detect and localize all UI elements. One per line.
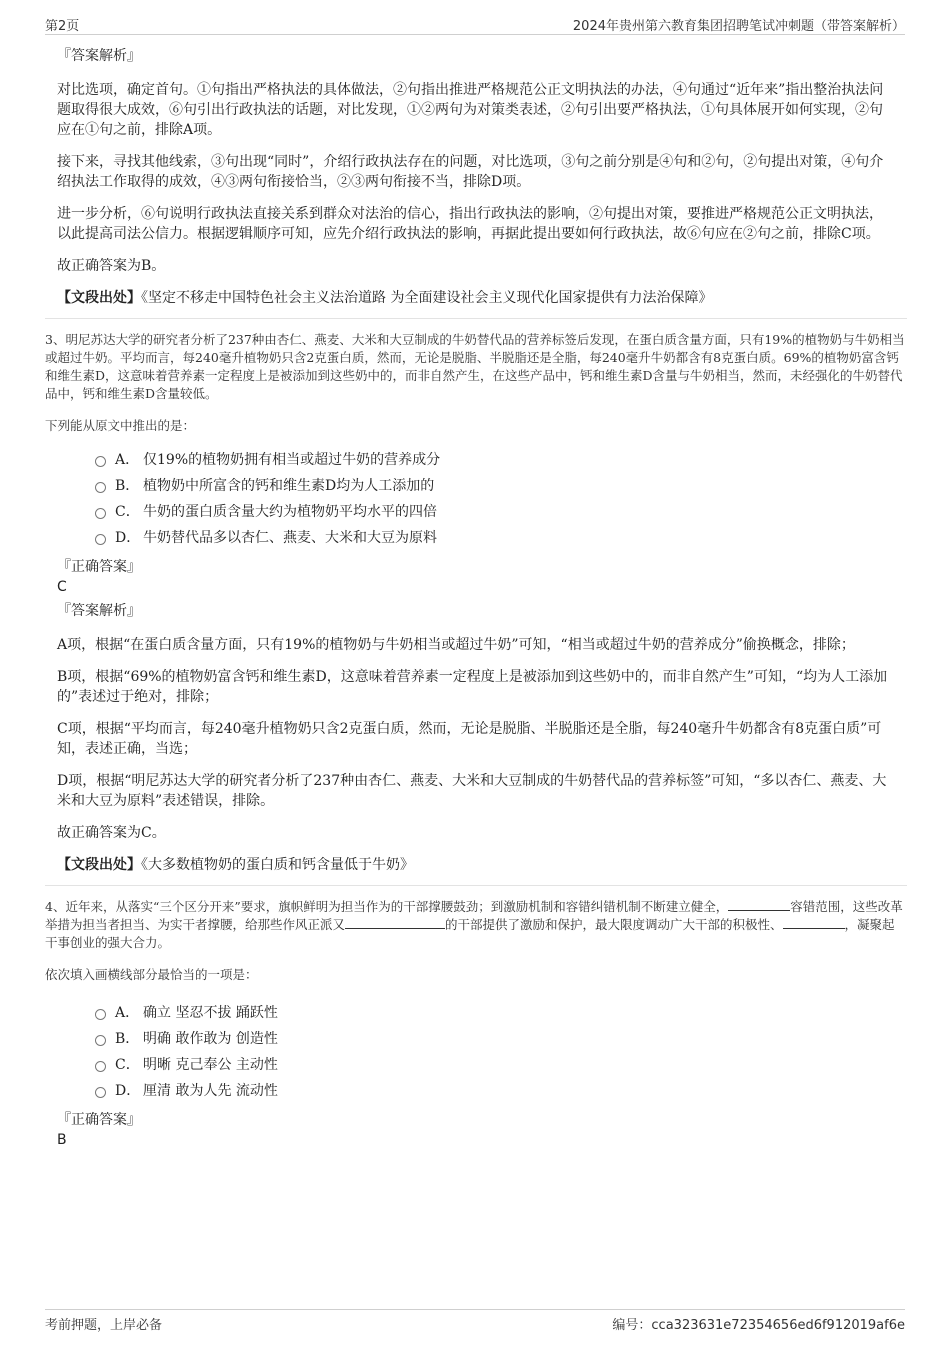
option-letter: C． [115,504,140,520]
q4-correct-label: 『正确答案』 [57,1112,141,1128]
radio-icon[interactable] [95,1009,106,1020]
q3-source-label: 【文段出处】 [57,857,141,873]
radio-icon[interactable] [95,534,106,545]
q4-stem-part-4: ，凝聚起干事创业的强大合力。 [45,917,895,950]
q3-analysis-a: A项，根据“在蛋白质含量方面，只有19%的植物奶与牛奶相当或超过牛奶”可知，“相当或超过牛奶的营养成分”偷换概念，排除； [57,637,855,653]
option-text: 确立 坚忍不拔 踊跃性 [143,1005,278,1021]
q4-prompt: 依次填入画横线部分最恰当的一项是： [45,967,258,982]
q3-conclusion: 故正确答案为C。 [57,825,166,841]
fill-blank-1[interactable] [728,898,790,911]
q3-correct-label: 『正确答案』 [57,559,141,575]
option-text: 牛奶的蛋白质含量大约为植物奶平均水平的四倍 [143,504,437,520]
radio-icon[interactable] [95,508,106,519]
option-text: 明晰 克己奉公 主动性 [143,1057,278,1073]
fill-blank-2[interactable] [345,916,445,929]
option-letter: D． [115,530,141,546]
page-header [45,12,905,35]
option-letter: A． [115,1005,140,1021]
option-letter: D． [115,1083,141,1099]
q3-correct-answer: C [57,579,67,595]
q3-analysis-c: C项，根据“平均而言，每240毫升植物奶只含2克蛋白质，然而，无论是脱脂、半脱脂还是全脂，每240毫升牛奶都含有8克蛋白质”可知，表述正确，当选； [57,721,882,757]
q2-analysis-paragraph-3: 进一步分析，⑥句说明行政执法直接关系到群众对法治的信心，指出行政执法的影响，②句提出对策，要推进严格规范公正文明执法，以此提高司法公信力。根据逻辑顺序可知，应先介绍行政执法的影响，再据此提出要如何行政执法，故⑥句应在②句之前，排除C项。 [57,206,883,242]
q2-source-text: 《坚定不移走中国特色社会主义法治道路 为全面建设社会主义现代化国家提供有力法治保障》 [141,290,713,306]
q3-option-b[interactable] [95,473,895,499]
page-number: 第2页 [45,19,80,34]
q3-stem: 3、明尼苏达大学的研究者分析了237种由杏仁、燕麦、大米和大豆制成的牛奶替代品的营养标签后发现，在蛋白质含量方面，只有19%的植物奶与牛奶相当或超过牛奶。平均而言，每240毫升植物奶只含2克蛋白质，然而，无论是脱脂、半脱脂还是全脂，每240毫升牛奶都含有8克蛋白质。69%的植物奶富含钙和维生素D，这意味着营养素一定程度上是被添加到这些奶中的，而非自然产生，在这些产品中，钙和维生素D含量与牛奶相当，然而，未经强化的牛奶替代品中，钙和维生素D含量较低。 [45,332,905,401]
q4-options [95,1000,895,1104]
document-body [45,46,905,1154]
q4-correct-answer: B [57,1132,67,1148]
document-title: 2024年贵州第六教育集团招聘笔试冲刺题（带答案解析） [572,19,905,34]
q3-options [95,447,895,551]
option-letter: C． [115,1057,140,1073]
q4-stem [45,898,907,952]
option-text: 厘清 敢为人先 流动性 [143,1083,278,1099]
q2-analysis-paragraph-2: 接下来，寻找其他线索，③句出现“同时”，介绍行政执法存在的问题，对比选项，③句之前分别是④句和②句，②句提出对策，④句介绍执法工作取得的成效，④③两句衔接恰当，②③两句衔接不当，排除D项。 [57,154,884,190]
q4-option-a[interactable] [95,1000,895,1026]
radio-icon[interactable] [95,482,106,493]
q2-conclusion: 故正确答案为B。 [57,258,166,274]
option-text: 仅19%的植物奶拥有相当或超过牛奶的营养成分 [143,452,441,468]
q2-source-label: 【文段出处】 [57,290,141,306]
q3-analysis-b: B项，根据“69%的植物奶富含钙和维生素D，这意味着营养素一定程度上是被添加到这些奶中的，而非自然产生”可知，“均为人工添加的”表述过于绝对，排除； [57,669,888,705]
radio-icon[interactable] [95,456,106,467]
radio-icon[interactable] [95,1061,106,1072]
divider [45,885,907,886]
q3-analysis-d: D项，根据“明尼苏达大学的研究者分析了237种由杏仁、燕麦、大米和大豆制成的牛奶替代品的营养标签”可知，“多以杏仁、燕麦、大米和大豆为原料”表述错误，排除。 [57,773,887,809]
radio-icon[interactable] [95,1035,106,1046]
footer-slogan: 考前押题，上岸必备 [45,1318,163,1333]
q3-prompt: 下列能从原文中推出的是： [45,418,196,433]
option-text: 牛奶替代品多以杏仁、燕麦、大米和大豆为原料 [143,530,437,546]
q4-stem-part-3: 的干部提供了激励和保护，最大限度调动广大干部的积极性、 [445,917,783,932]
q3-analysis-label: 『答案解析』 [57,603,141,619]
q4-stem-part-2: 容错范围，这些改革举措为担当者担当、为实干者撑腰，给那些作风正派又 [45,899,903,932]
option-letter: B． [115,478,140,494]
document-code: 编号：cca323631e72354656ed6f912019af6e [612,1318,905,1333]
q2-analysis-label: 『答案解析』 [57,48,141,64]
q3-option-a[interactable] [95,447,895,473]
q2-source [57,288,895,308]
q4-stem-part-1: 4、近年来，从落实“三个区分开来”要求，旗帜鲜明为担当作为的干部撑腰鼓劲；到激励机制和容错纠错机制不断建立健全， [45,899,729,914]
option-text: 植物奶中所富含的钙和维生素D均为人工添加的 [143,478,435,494]
divider [45,318,907,319]
radio-icon[interactable] [95,1087,106,1098]
option-text: 明确 敢作敢为 创造性 [143,1031,278,1047]
q4-option-d[interactable] [95,1078,895,1104]
option-letter: A． [115,452,140,468]
q3-option-c[interactable] [95,499,895,525]
fill-blank-3[interactable] [783,916,845,929]
q2-analysis-paragraph-1: 对比选项，确定首句。①句指出严格执法的具体做法，②句指出推进严格规范公正文明执法的办法，④句通过“近年来”指出整治执法问题取得很大成效，⑥句引出行政执法的话题，对比发现，①②两句为对策类表述，②句引出要严格执法，①句具体展开如何实现，②句应在①句之前，排除A项。 [57,82,884,138]
option-letter: B． [115,1031,140,1047]
q4-option-c[interactable] [95,1052,895,1078]
q3-source [57,855,895,875]
q3-source-text: 《大多数植物奶的蛋白质和钙含量低于牛奶》 [141,857,414,873]
page-footer [45,1309,905,1333]
q4-option-b[interactable] [95,1026,895,1052]
q3-option-d[interactable] [95,525,895,551]
